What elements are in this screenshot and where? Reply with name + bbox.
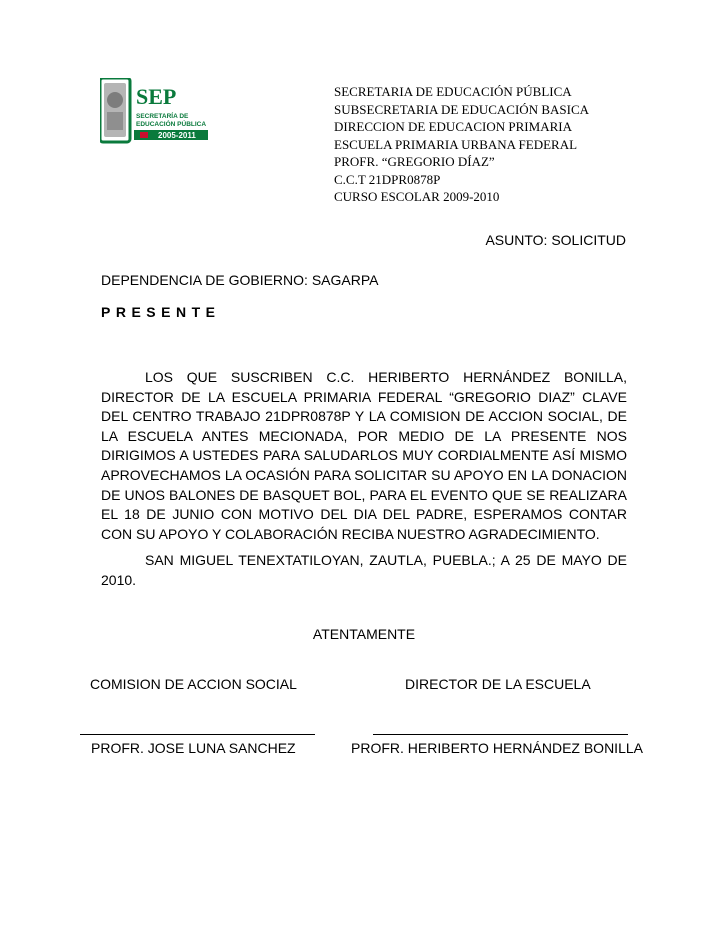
right-signatory-name: PROFR. HERIBERTO HERNÁNDEZ BONILLA (351, 740, 643, 756)
left-signature-line (80, 734, 315, 735)
header-line: C.C.T 21DPR0878P (334, 171, 441, 187)
sep-logo-brand: SEP (136, 84, 177, 109)
header-line: ESCUELA PRIMARIA URBANA FEDERAL (334, 136, 578, 152)
left-signatory-name: PROFR. JOSE LUNA SANCHEZ (91, 740, 296, 756)
sep-logo-years: 2005-2011 (158, 131, 196, 140)
sep-logo-graphic (100, 78, 210, 150)
closing: ATENTAMENTE (312, 626, 416, 642)
header-line: SUBSECRETARIA DE EDUCACIÓN BASICA (334, 101, 590, 117)
letter-body: LOS QUE SUSCRIBEN C.C. HERIBERTO HERNÁNDEZ BONILLA, DIRECTOR DE LA ESCUELA PRIMARIA FEDERAL “GREGORIO DIAZ” CLAVE DEL CENTRO TRABAJO 21DPR0878P Y LA COMISION DE ACCION SOCIAL, DE LA ESCUELA ANTES MECIONADA, POR MEDIO DE LA PRESENTE NOS DIRIGIMOS A USTEDES PARA SALUDARLOS MUY CORDIALMENTE ASÍ MISMO APROVECHAMOS LA OCASIÓN PARA SOLICITAR SU APOYO EN LA DONACION DE UNOS BALONES DE BASQUET BOL, PARA EL EVENTO QUE SE REALIZARA EL 18 DE JUNIO CON MOTIVO DEL DIA DEL PADRE, ESPERAMOS CONTAR CON SU APOYO Y COLABORACIÓN RECIBA NUESTRO AGRADECIMIENTO. (101, 369, 627, 542)
presente-heading: PRESENTE (101, 304, 221, 320)
sep-logo (100, 78, 210, 150)
recipient-line: DEPENDENCIA DE GOBIERNO: SAGARPA (101, 272, 379, 288)
institution-header (334, 83, 589, 206)
sep-logo-line2: EDUCACIÓN PÚBLICA (136, 121, 207, 128)
right-signatory-title: DIRECTOR DE LA ESCUELA (405, 676, 591, 692)
header-line: DIRECCION DE EDUCACION PRIMARIA (334, 119, 572, 134)
subject-line: ASUNTO: SOLICITUD (485, 232, 626, 248)
header-line: SECRETARIA DE EDUCACIÓN PÚBLICA (334, 84, 572, 99)
place-date: SAN MIGUEL TENEXTATILOYAN, ZAUTLA, PUEBLA.; A 25 DE MAYO DE 2010. (101, 552, 627, 588)
left-signatory-title: COMISION DE ACCION SOCIAL (90, 676, 297, 692)
sep-logo-line1: SECRETARÍA DE (136, 113, 189, 120)
header-line: CURSO ESCOLAR 2009-2010 (334, 189, 500, 204)
header-line: PROFR. “GREGORIO DÍAZ” (334, 154, 495, 169)
right-signature-line (373, 734, 628, 735)
